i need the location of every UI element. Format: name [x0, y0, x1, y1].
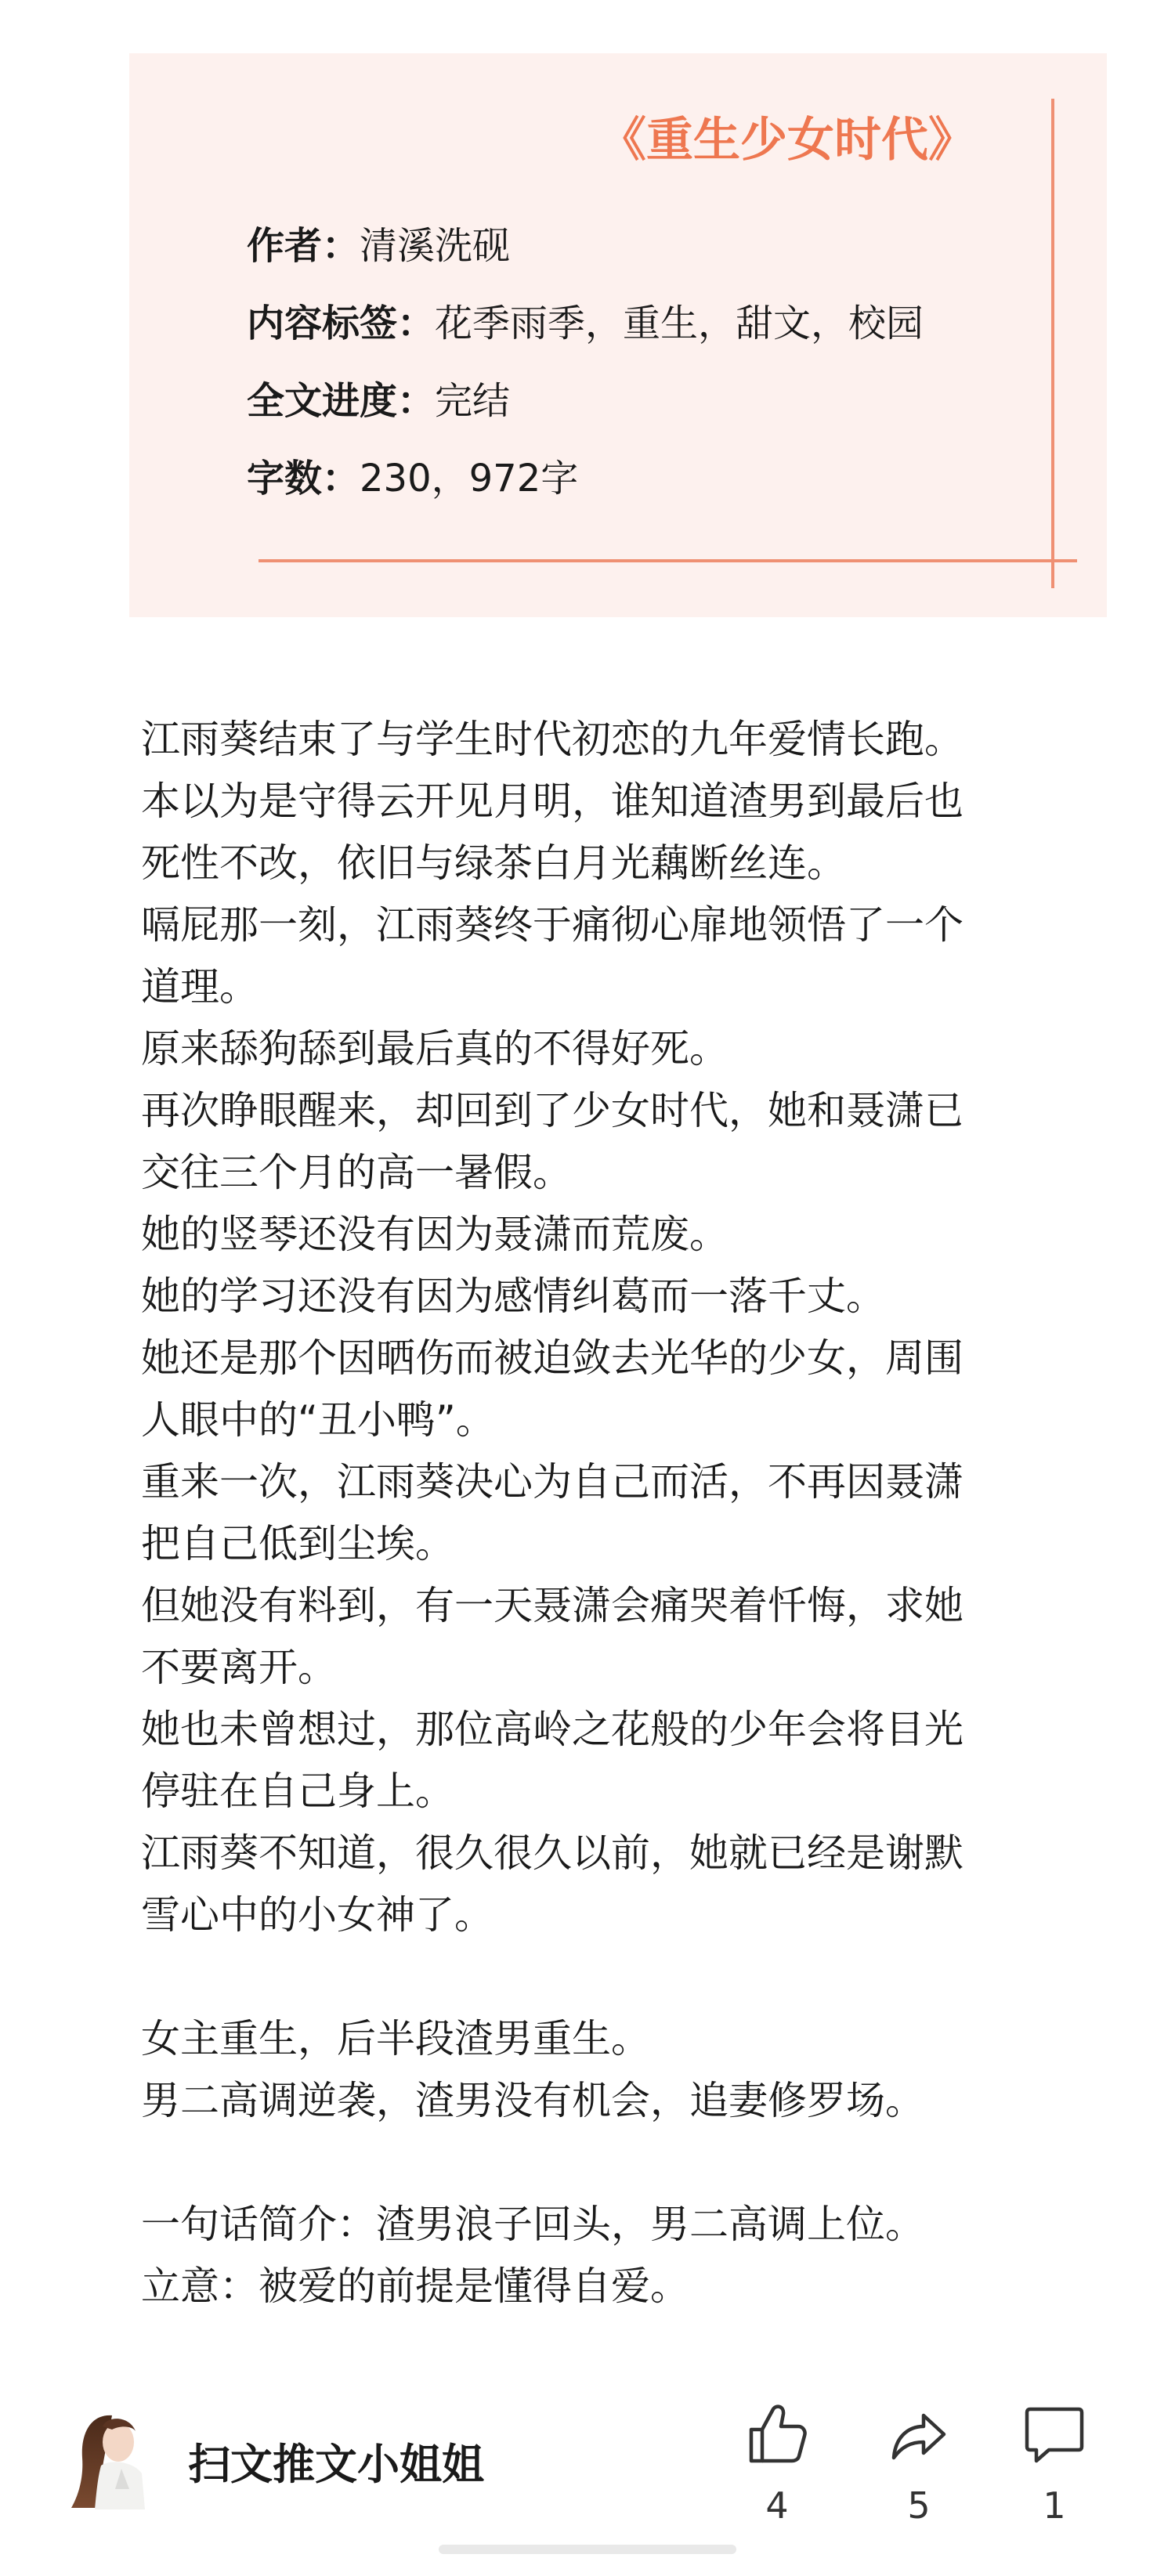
- synopsis-line: 原来舔狗舔到最后真的不得好死。: [141, 1026, 728, 1071]
- synopsis-line: 江雨葵结束了与学生时代初恋的九年爱情长跑。: [141, 717, 964, 762]
- tags-value: 花季雨季，重生，甜文，校园: [435, 302, 924, 345]
- synopsis-line: 她的学习还没有因为感情纠葛而一落千丈。: [141, 1274, 885, 1319]
- synopsis-line: 重来一次，江雨葵决心为自己而活，不再因聂潇: [141, 1459, 964, 1505]
- card-vertical-divider: [1051, 99, 1054, 588]
- home-indicator[interactable]: [439, 2545, 736, 2554]
- synopsis-line: 她还是那个因晒伤而被迫敛去光华的少女，周围: [141, 1335, 964, 1381]
- synopsis-line: 停驻在自己身上。: [141, 1769, 454, 1814]
- author-name[interactable]: 扫文推文小姐姐: [188, 2440, 484, 2489]
- synopsis-line: 立意：被爱的前提是懂得自爱。: [141, 2263, 689, 2309]
- progress-value: 完结: [435, 379, 511, 423]
- thumbs-up-icon: [747, 2403, 808, 2466]
- progress-row: [247, 373, 510, 429]
- comment-icon: [1022, 2403, 1086, 2466]
- book-info-card: [129, 53, 1107, 617]
- author-label: 作者：: [247, 224, 360, 268]
- share-count: 5: [907, 2484, 931, 2527]
- card-horizontal-divider: [258, 559, 1077, 562]
- like-count: 4: [765, 2484, 789, 2527]
- author-row: [247, 218, 510, 274]
- tags-label: 内容标签：: [247, 302, 436, 345]
- synopsis-line: 她的竖琴还没有因为聂潇而荒废。: [141, 1212, 728, 1257]
- synopsis-line: 嗝屁那一刻，江雨葵终于痛彻心扉地领悟了一个: [141, 902, 964, 948]
- synopsis: [141, 709, 1050, 2318]
- comment-count: 1: [1043, 2484, 1066, 2527]
- synopsis-line: 把自己低到尘埃。: [141, 1521, 454, 1566]
- synopsis-line: 雪心中的小女神了。: [141, 1892, 494, 1938]
- synopsis-line: 死性不改，依旧与绿茶白月光藕断丝连。: [141, 840, 846, 886]
- avatar[interactable]: [67, 2411, 153, 2513]
- synopsis-line: 再次睁眼醒来，却回到了少女时代，她和聂潇已: [141, 1088, 964, 1133]
- synopsis-line: 本以为是守得云开见月明，谁知道渣男到最后也: [141, 779, 964, 824]
- avatar-image: [67, 2411, 153, 2513]
- like-button[interactable]: [734, 2403, 820, 2527]
- synopsis-line: 但她没有料到，有一天聂潇会痛哭着忏悔，求她: [141, 1583, 964, 1628]
- synopsis-line: 道理。: [141, 964, 258, 1010]
- share-icon: [888, 2403, 950, 2466]
- share-button[interactable]: [876, 2403, 962, 2527]
- wordcount-value: 230，972字: [360, 457, 579, 500]
- synopsis-line: 交往三个月的高一暑假。: [141, 1150, 572, 1195]
- synopsis-line: 她也未曾想过，那位高岭之花般的少年会将目光: [141, 1707, 964, 1752]
- synopsis-line: 女主重生，后半段渣男重生。: [141, 2016, 650, 2061]
- synopsis-line: 江雨葵不知道，很久很久以前，她就已经是谢默: [141, 1830, 964, 1876]
- paragraph-gap: [141, 1946, 1050, 2008]
- book-title: 《重生少女时代》: [599, 113, 975, 168]
- synopsis-line: 一句话简介：渣男浪子回头，男二高调上位。: [141, 2202, 924, 2247]
- progress-label: 全文进度：: [247, 379, 436, 423]
- synopsis-line: 男二高调逆袭，渣男没有机会，追妻修罗场。: [141, 2078, 924, 2123]
- synopsis-line: 人眼中的“丑小鸭”。: [141, 1397, 495, 1443]
- paragraph-gap: [141, 2132, 1050, 2194]
- wordcount-label: 字数：: [247, 457, 360, 500]
- tags-row: [247, 295, 924, 352]
- comment-button[interactable]: [1011, 2403, 1097, 2527]
- synopsis-line: 不要离开。: [141, 1645, 337, 1690]
- wordcount-row: [247, 450, 578, 507]
- author-value: 清溪洗砚: [360, 224, 511, 268]
